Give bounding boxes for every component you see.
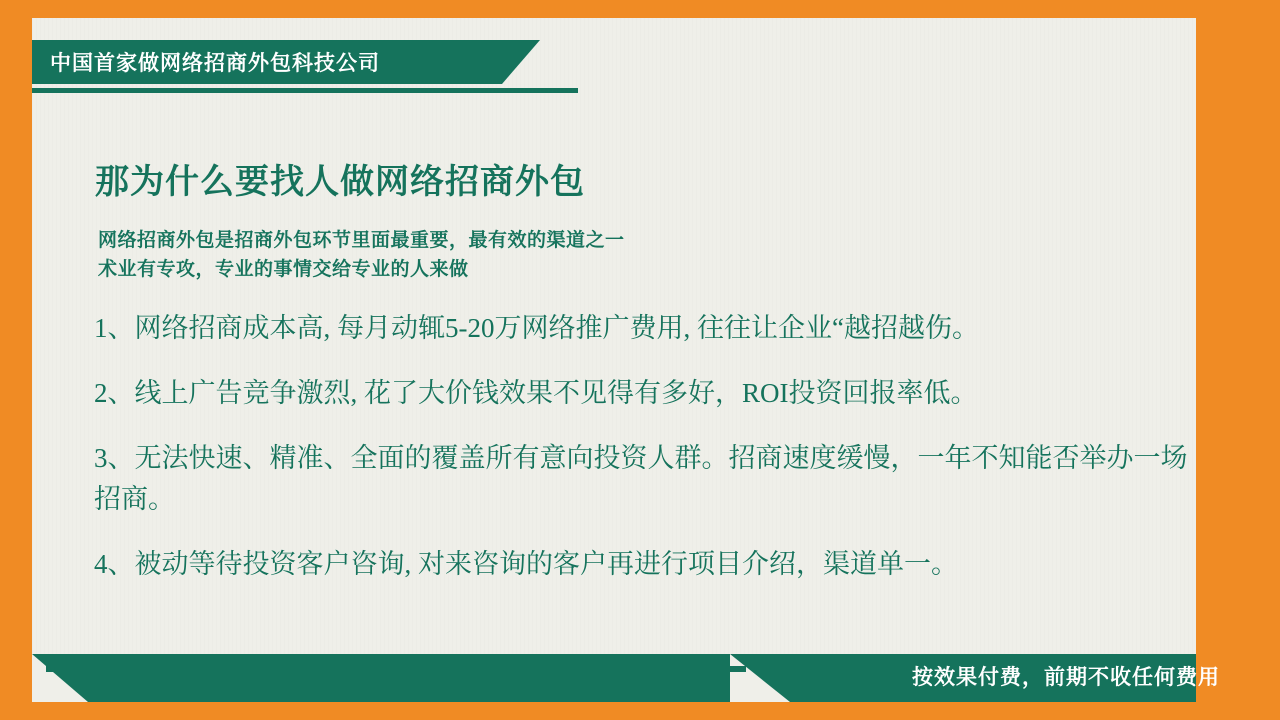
header-ribbon-label: 中国首家做网络招商外包科技公司 xyxy=(50,52,380,75)
slide-panel xyxy=(32,18,1196,702)
list-item: 3、无法快速、精准、全面的覆盖所有意向投资人群。招商速度缓慢，一年不知能否举办一场招商。 xyxy=(94,443,1188,514)
footer-notch xyxy=(32,654,88,702)
list-item: 1、网络招商成本高, 每月动辄5-20万网络推广费用, 往往让企业“越招越伤。 xyxy=(94,313,979,343)
header-ribbon-tail xyxy=(502,40,540,84)
footer-wedge xyxy=(730,654,790,702)
list-item: 2、线上广告竞争激烈, 花了大价钱效果不见得有多好，ROI投资回报率低。 xyxy=(94,378,978,408)
page-subtitle xyxy=(98,226,625,284)
page-subtitle-line-1: 网络招商外包是招商外包环节里面最重要，最有效的渠道之一 xyxy=(98,230,625,251)
body-list xyxy=(94,308,1204,609)
header-underline xyxy=(32,88,578,93)
page-subtitle-line-2: 术业有专攻，专业的事情交给专业的人来做 xyxy=(98,259,469,280)
footer-strip xyxy=(46,666,746,672)
list-item: 4、被动等待投资客户咨询, 对来咨询的客户再进行项目介绍，渠道单一。 xyxy=(94,549,958,579)
footer-label: 按效果付费，前期不收任何费用 xyxy=(912,666,1220,689)
header-ribbon xyxy=(32,40,502,84)
page-title: 那为什么要找人做网络招商外包 xyxy=(95,163,585,201)
